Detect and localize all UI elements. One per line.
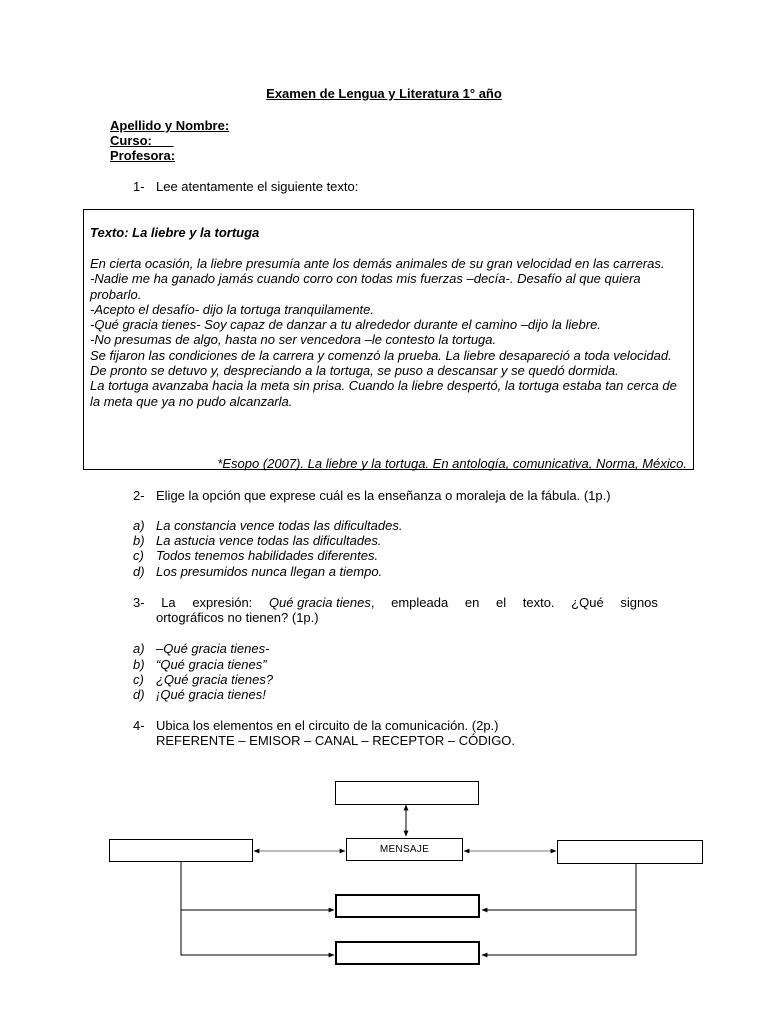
receiver-to-middle-arrow	[482, 862, 636, 910]
question-3-option-b: b) “Qué gracia tienes”	[133, 657, 267, 672]
question-1-text: Lee atentamente el siguiente texto:	[156, 179, 359, 194]
sender-answer-box[interactable]	[109, 839, 253, 862]
referent-answer-box[interactable]	[335, 781, 479, 805]
question-2-option-d: d) Los presumidos nunca llegan a tiempo.	[133, 564, 383, 579]
story-paragraph: Se fijaron las condiciones de la carrera y comenzó la prueba. La liebre desapareció a toda velocidad.	[90, 347, 672, 363]
question-2-number: 2-	[133, 488, 145, 503]
question-1-number: 1-	[133, 179, 145, 194]
exam-title: Examen de Lengua y Literatura 1° año	[266, 86, 502, 101]
bottom-answer-box[interactable]	[335, 941, 480, 965]
question-3-option-a: a) –Qué gracia tienes-	[133, 641, 270, 656]
question-2-text: Elige la opción que exprese cuál es la enseñanza o moraleja de la fábula. (1p.)	[156, 488, 611, 503]
receiver-to-bottom-arrow	[482, 910, 636, 955]
sender-to-middle-arrow	[181, 862, 334, 910]
teacher-field-label: Profesora:	[110, 148, 176, 163]
course-field-label: Curso:	[110, 133, 174, 148]
name-field-label: Apellido y Nombre:	[110, 118, 230, 133]
question-3-option-c: c) ¿Qué gracia tienes?	[133, 672, 274, 687]
question-4-number: 4-	[133, 718, 145, 733]
question-3-number: 3-	[133, 595, 145, 610]
story-paragraph: En cierta ocasión, la liebre presumía ante los demás animales de su gran velocidad en las carreras.	[90, 256, 665, 271]
sender-to-bottom-arrow	[181, 910, 334, 955]
question-3-expression: Qué gracia tienes	[268, 595, 371, 610]
question-3-text-line2: ortográficos no tienen? (1p.)	[156, 610, 319, 626]
question-3-option-d: d) ¡Qué gracia tienes!	[133, 687, 266, 702]
story-paragraph: -No presumas de algo, hasta no ser vencedora –le contesto la tortuga.	[90, 332, 497, 348]
question-2-option-a: a) La constancia vence todas las dificultades.	[133, 518, 403, 533]
story-title: Texto: La liebre y la tortuga	[90, 225, 260, 240]
receiver-answer-box[interactable]	[557, 840, 703, 864]
question-3: 3- La expresión: Qué gracia tienes, empleada en el texto. ¿Qué signos ortográficos no tienen? (1p.)	[133, 595, 658, 626]
story-paragraph: -Acepto el desafío- dijo la tortuga tranquilamente.	[90, 301, 375, 317]
message-box: MENSAJE	[346, 838, 463, 861]
story-paragraph: De pronto se detuvo y, despreciando a la tortuga, se puso a descansar y se quedó dormida.	[90, 363, 619, 379]
story-paragraph: -Nadie me ha ganado jamás cuando corro con todas mis fuerzas –decía-. Desafío al que quiera probarlo.	[90, 271, 641, 302]
question-2-option-b: b) La astucia vence todas las dificultades.	[133, 533, 382, 548]
story-paragraph: -Qué gracia tienes- Soy capaz de danzar a tu alrededor durante el camino –dijo la liebre.	[90, 317, 601, 333]
middle-answer-box[interactable]	[335, 894, 480, 918]
question-2-option-c: c) Todos tenemos habilidades diferentes.	[133, 548, 379, 563]
question-4-elements: REFERENTE – EMISOR – CANAL – RECEPTOR – CÓDIGO.	[156, 733, 516, 749]
story-citation: *Esopo (2007). La liebre y la tortuga. En antología, comunicativa, Norma, México.	[217, 456, 687, 471]
story-paragraph: La tortuga avanzaba hacia la meta sin prisa. Cuando la liebre despertó, la tortuga estaba tan cerca de la meta que ya no pudo alcanzarla.	[90, 378, 677, 409]
question-4-text: Ubica los elementos en el circuito de la comunicación. (2p.)	[156, 718, 499, 733]
